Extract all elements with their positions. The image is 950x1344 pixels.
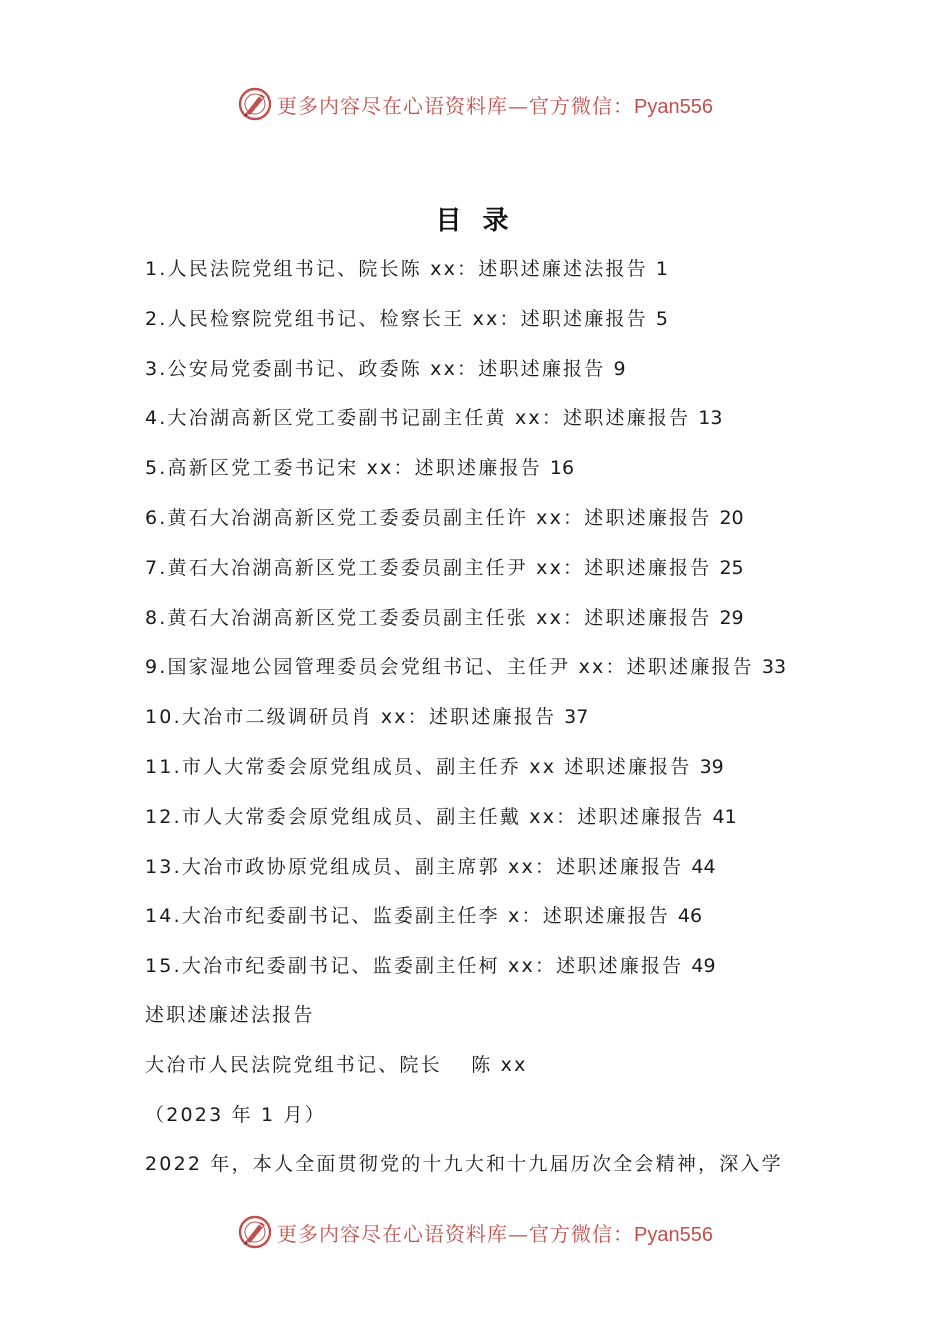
toc-item[interactable] [145, 350, 845, 400]
toc-item-label: 5.高新区党工委书记宋 xx：述职述廉报告 [145, 457, 542, 480]
toc-item-label: 9.国家湿地公园管理委员会党组书记、主任尹 xx：述职述廉报告 [145, 656, 754, 679]
toc-item-label: 12.市人大常委会原党组成员、副主任戴 xx：述职述廉报告 [145, 805, 705, 828]
toc-item-label: 3.公安局党委副书记、政委陈 xx：述职述廉报告 [145, 357, 606, 380]
toc-item[interactable] [145, 648, 845, 698]
report-date: （2023 年 1 月） [145, 1103, 326, 1126]
toc-item[interactable] [145, 499, 845, 549]
toc-item-page: 49 [691, 955, 716, 978]
toc-item[interactable] [145, 897, 845, 947]
toc-item-page: 1 [655, 258, 668, 280]
wechat-id: Pyan556 [634, 1223, 713, 1246]
watermark-text: 更多内容尽在心语资料库—官方微信：Pyan556 [277, 1221, 713, 1246]
toc-item-page: 13 [698, 407, 723, 430]
report-body [145, 996, 825, 1195]
toc-item-label: 11.市人大常委会原党组成员、副主任乔 xx 述职述廉报告 [145, 755, 692, 778]
toc-item-label: 7.黄石大冶湖高新区党工委委员副主任尹 xx：述职述廉报告 [145, 556, 712, 579]
toc-item[interactable] [145, 748, 845, 798]
toc-item-label: 10.大冶市二级调研员肖 xx：述职述廉报告 [145, 706, 557, 729]
toc-item-label: 14.大冶市纪委副书记、监委副主任李 x：述职述廉报告 [145, 905, 670, 928]
toc-item-label: 8.黄石大冶湖高新区党工委委员副主任张 xx：述职述廉报告 [145, 606, 712, 629]
toc-item[interactable] [145, 399, 845, 449]
toc-item-page: 33 [761, 656, 787, 679]
toc-item-page: 9 [613, 357, 626, 380]
toc-item-page: 44 [691, 855, 716, 878]
quill-pen-logo-icon [237, 86, 273, 122]
toc-item[interactable] [145, 947, 845, 997]
footer-watermark [0, 1212, 950, 1252]
watermark-text: 更多内容尽在心语资料库—官方微信：Pyan556 [277, 93, 713, 118]
toc-item[interactable] [145, 300, 845, 350]
report-paragraph: 2022 年，本人全面贯彻党的十九大和十九届历次全会精神，深入学 [145, 1153, 783, 1176]
wechat-id: Pyan556 [634, 95, 713, 118]
toc-item-page: 25 [719, 556, 744, 579]
toc-item-page: 39 [699, 755, 724, 778]
toc-item-label: 2.人民检察院党组书记、检察长王 xx：述职述廉报告 [145, 307, 648, 330]
header-watermark [0, 84, 950, 124]
toc-item-label: 6.黄石大冶湖高新区党工委委员副主任许 xx：述职述廉报告 [145, 506, 712, 529]
toc-item-page: 29 [719, 606, 744, 629]
report-author: 大冶市人民法院党组书记、院长 陈 xx [145, 1053, 528, 1076]
report-heading: 述职述廉述法报告 [145, 1004, 315, 1026]
toc-item[interactable] [145, 549, 845, 599]
toc-item[interactable] [145, 250, 845, 300]
toc-item[interactable] [145, 698, 845, 748]
toc-item-page: 5 [655, 307, 668, 330]
toc-item-page: 20 [719, 506, 744, 529]
toc-item-label: 4.大冶湖高新区党工委副书记副主任黄 xx：述职述廉报告 [145, 407, 691, 430]
quill-pen-logo-icon [237, 1214, 273, 1250]
toc-item-label: 15.大冶市纪委副书记、监委副主任柯 xx：述职述廉报告 [145, 955, 684, 978]
toc-item[interactable] [145, 449, 845, 499]
toc-item-page: 41 [712, 805, 737, 828]
toc-title: 目 录 [435, 206, 515, 236]
toc-item[interactable] [145, 848, 845, 898]
toc-item[interactable] [145, 798, 845, 848]
toc-item-page: 46 [677, 905, 703, 928]
toc-item-page: 37 [564, 706, 589, 729]
toc-list [145, 250, 845, 997]
toc-item-page: 16 [549, 457, 575, 480]
toc-item-label: 13.大冶市政协原党组成员、副主席郭 xx：述职述廉报告 [145, 855, 684, 878]
toc-item[interactable] [145, 599, 845, 649]
toc-item-label: 1.人民法院党组书记、院长陈 xx：述职述廉述法报告 [145, 258, 648, 280]
